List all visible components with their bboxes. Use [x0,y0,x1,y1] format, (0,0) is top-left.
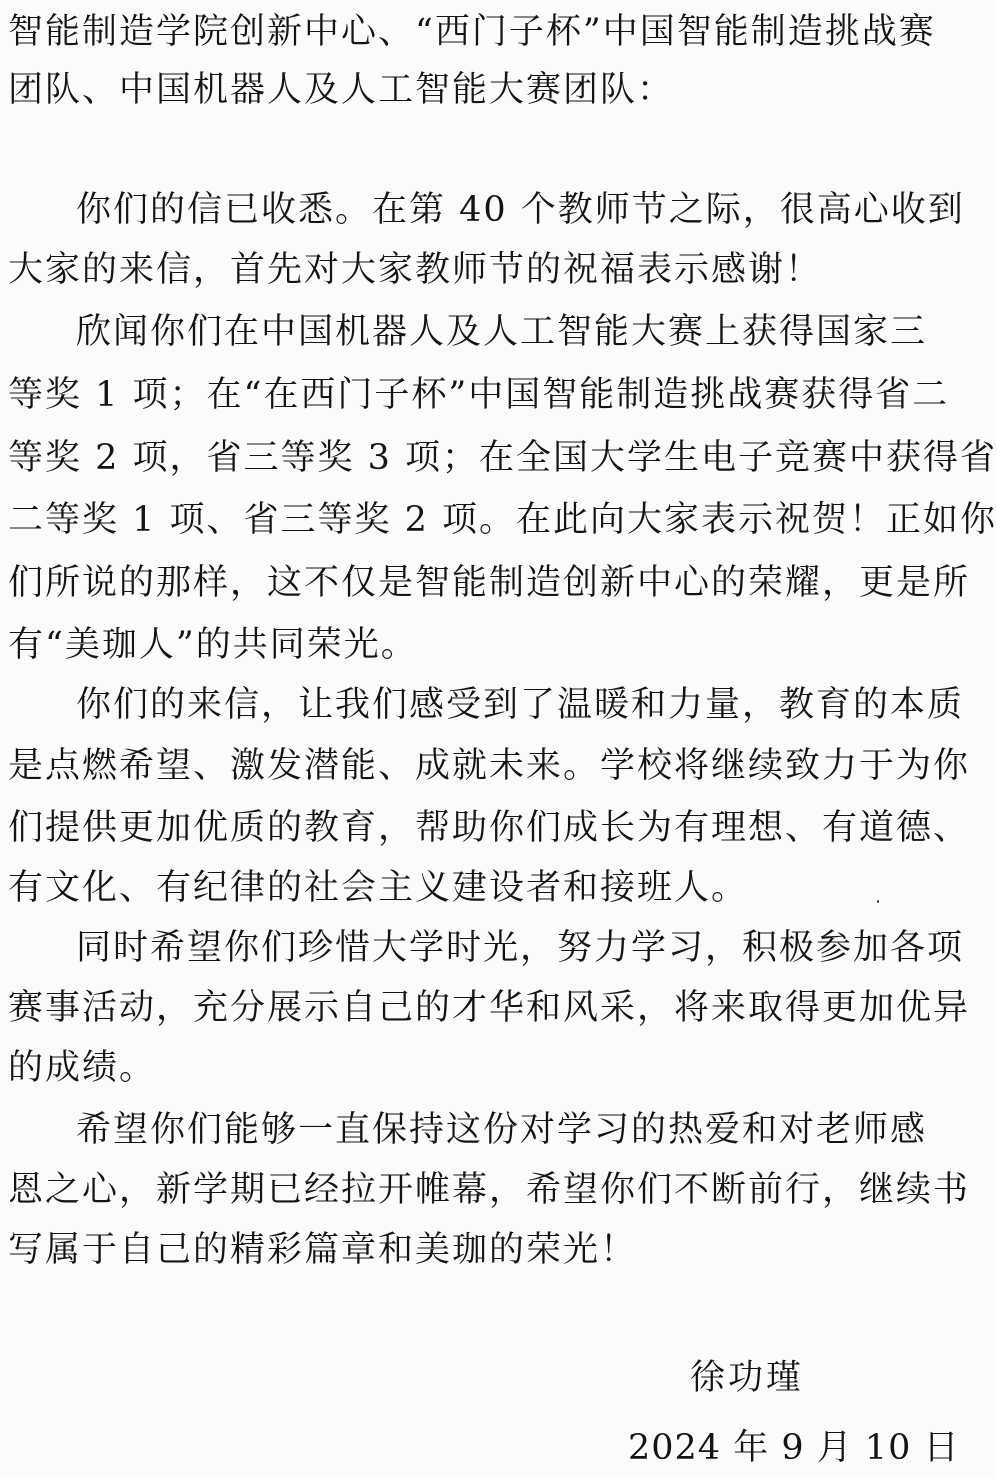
paragraph-4-line-3: 的成绩。 [8,1048,157,1088]
paragraph-2-line-1: 欣闻你们在中国机器人及人工智能大赛上获得国家三 [76,312,928,352]
paragraph-2-line-5: 们所说的那样，这不仅是智能制造创新中心的荣耀，更是所 [8,563,971,603]
paragraph-3-line-2: 是点燃希望、激发潜能、成就未来。学校将继续致力于为你 [8,746,971,786]
paragraph-5-line-2: 恩之心，新学期已经拉开帷幕，希望你们不断前行，继续书 [8,1170,971,1210]
paragraph-3-line-4: 有文化、有纪律的社会主义建设者和接班人。 [8,868,749,908]
paragraph-3-line-3: 们提供更加优质的教育，帮助你们成长为有理想、有道德、 [8,808,971,848]
paragraph-4-line-2: 赛事活动，充分展示自己的才华和风采，将来取得更加优异 [8,988,971,1028]
paragraph-4-line-1: 同时希望你们珍惜大学时光，努力学习，积极参加各项 [76,928,965,968]
paragraph-3-line-1: 你们的来信，让我们感受到了温暖和力量，教育的本质 [76,685,965,725]
paragraph-5-line-1: 希望你们能够一直保持这份对学习的热爱和对老师感 [76,1110,928,1150]
salutation-line-2: 团队、中国机器人及人工智能大赛团队： [8,70,675,110]
paragraph-2-line-3: 等奖 2 项，省三等奖 3 项；在全国大学生电子竞赛中获得省 [8,438,997,478]
signature-name: 徐功瑾 [690,1358,805,1398]
paragraph-2-line-4: 二等奖 1 项、省三等奖 2 项。在此向大家表示祝贺！正如你 [8,500,997,540]
paragraph-2-line-6: 有“美珈人”的共同荣光。 [8,625,418,665]
paragraph-2-line-2: 等奖 1 项；在“在西门子杯”中国智能制造挑战赛获得省二 [8,375,950,415]
paragraph-5-line-3: 写属于自己的精彩篇章和美珈的荣光！ [8,1230,638,1270]
salutation-line-1: 智能制造学院创新中心、“西门子杯”中国智能制造挑战赛 [8,12,936,52]
paragraph-1-line-1: 你们的信已收悉。在第 40 个教师节之际，很高心收到 [76,190,965,230]
scan-speck [877,900,879,903]
paragraph-1-line-2: 大家的来信，首先对大家教师节的祝福表示感谢！ [8,250,823,290]
signature-date: 2024 年 9 月 10 日 [628,1428,960,1468]
